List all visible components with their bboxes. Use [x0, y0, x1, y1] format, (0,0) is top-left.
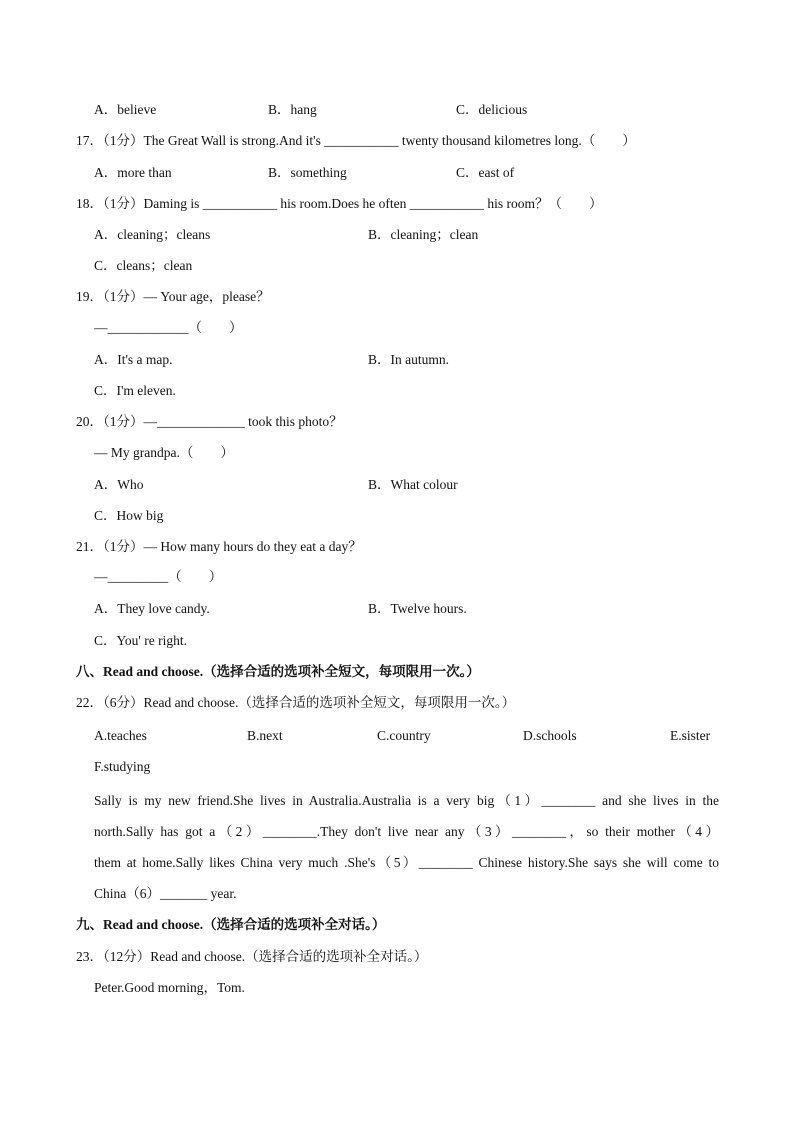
q17-option-a: A．more than: [94, 165, 172, 180]
q22-passage-line-3: them at home.Sally likes China very much .She's（5）________ Chinese history.She says she will come to: [94, 855, 719, 870]
q22-stem: 22．（6分）Read and choose.（选择合适的选项补全短文，每项限用一次。）: [76, 695, 516, 710]
q16-option-a: A．believe: [94, 102, 157, 117]
q22-choice-e: E.sister: [670, 728, 711, 743]
q22-passage-line-2: north.Sally has got a（2）________.They don't live near any（3）________，so their mother（4）: [94, 824, 719, 839]
q23-stem: 23．（12分）Read and choose.（选择合适的选项补全对话。）: [76, 949, 428, 964]
q22-passage-line-4: China（6）_______ year.: [94, 886, 237, 901]
q22-choice-c: C.country: [377, 728, 431, 743]
q22-choice-f: F.studying: [94, 759, 151, 774]
q17-option-c: C．east of: [456, 165, 515, 180]
q16-option-b: B．hang: [268, 102, 317, 117]
q18-stem: 18．（1分）Daming is ___________ his room.Does he often ___________ his room？（ ）: [76, 196, 603, 211]
q19-option-c: C．I'm eleven.: [94, 383, 176, 398]
section-9-heading: 九、Read and choose.（选择合适的选项补全对话。）: [76, 917, 386, 932]
q18-option-c: C．cleans；clean: [94, 258, 193, 273]
q18-option-b: B．cleaning；clean: [368, 227, 479, 242]
q21-option-a: A．They love candy.: [94, 601, 210, 616]
q22-choice-b: B.next: [247, 728, 283, 743]
q20-option-b: B．What colour: [368, 477, 458, 492]
q20-stem: 20．（1分）—_____________ took this photo？: [76, 414, 343, 429]
q22-passage-line-1: Sally is my new friend.She lives in Australia.Australia is a very big（1）________ and she lives in the: [94, 793, 719, 808]
q22-choice-d: D.schools: [523, 728, 577, 743]
q18-option-a: A．cleaning；cleans: [94, 227, 211, 242]
q20-option-a: A．Who: [94, 477, 144, 492]
q21-stem: 21．（1分）— How many hours do they eat a day？: [76, 539, 362, 554]
q16-option-c: C．delicious: [456, 102, 528, 117]
q19-answer-line: —____________（ ）: [94, 320, 243, 335]
q17-option-b: B．something: [268, 165, 347, 180]
q20-option-c: C．How big: [94, 508, 164, 523]
q23-dialogue-first-line: Peter.Good morning，Tom.: [94, 980, 245, 995]
q22-choice-a: A.teaches: [94, 728, 147, 743]
section-8-heading: 八、Read and choose.（选择合适的选项补全短文，每项限用一次。）: [76, 664, 480, 679]
q19-stem: 19．（1分）— Your age，please？: [76, 289, 270, 304]
q17-stem: 17．（1分）The Great Wall is strong.And it's ___________ twenty thousand kilometres long.（ ）: [76, 133, 636, 148]
q21-answer-line: —_________（ ）: [94, 569, 223, 584]
q21-option-b: B．Twelve hours.: [368, 601, 467, 616]
q19-option-a: A．It's a map.: [94, 352, 173, 367]
q19-option-b: B．In autumn.: [368, 352, 449, 367]
q20-answer-line: — My grandpa.（ ）: [94, 445, 234, 460]
q21-option-c: C．You' re right.: [94, 633, 187, 648]
